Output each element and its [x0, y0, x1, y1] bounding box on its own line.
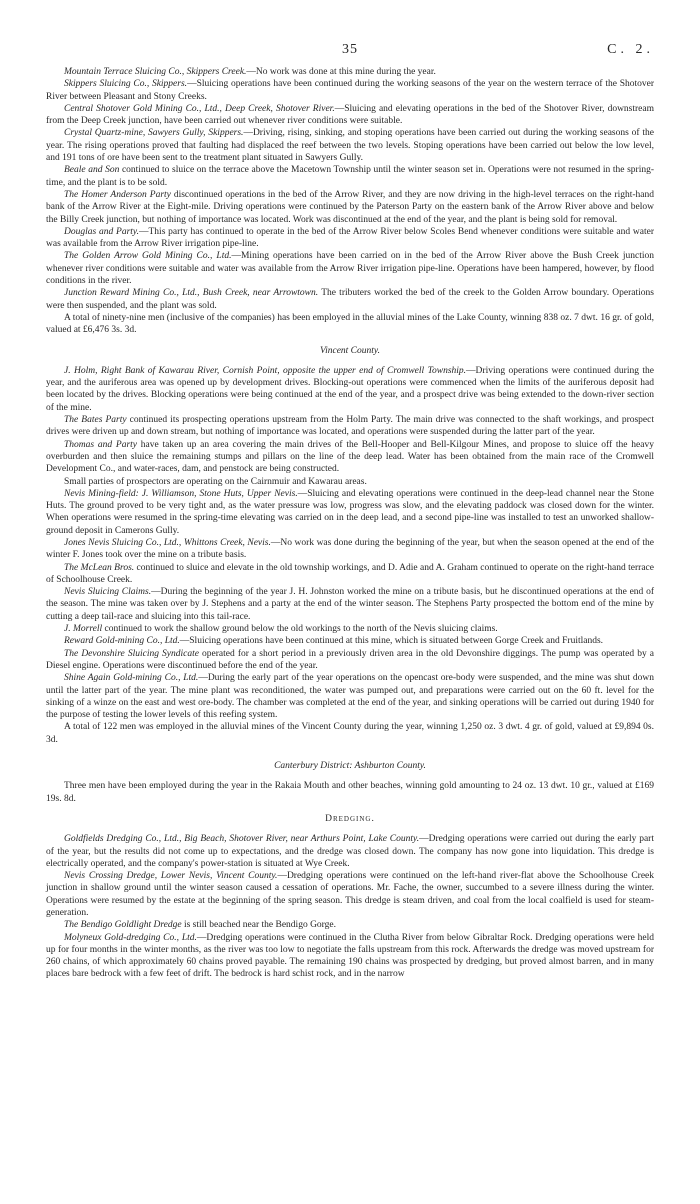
paragraph: [46, 476, 654, 488]
paragraph-body: —Sluicing and elevating operations in the bed of the Shotover River, downstream from the Deep Creek junction, have been carried out whenever river conditions were suitable.: [46, 103, 655, 127]
paragraph-lead: J. Morrell: [64, 624, 103, 635]
paragraph-body: Small parties of prospectors are operating on the Cairnmuir and Kawarau areas.: [64, 476, 367, 487]
paragraph-lead: Molyneux Gold-dredging Co., Ltd.: [64, 932, 197, 943]
paragraph: [46, 586, 654, 623]
paragraph: [46, 488, 654, 537]
paragraph-body: —Sluicing operations have been continued during the working seasons of the year on the western terrace of the Shotover River between Pleasant and Stony Creeks.: [46, 79, 655, 102]
paragraph-body: discontinued operations in the bed of the Arrow River, and they are now driving in the high-level terraces on the right-hand bank of the Arrow River at the Eight-mile. Driving operations were continued by the Paterson Party on the eastern bank of the Arrow River above and below the Billy Creek junction, but nothing of importance was located. Work was discontinued at the end of the year, and the plant is being sold for removal.: [46, 189, 654, 225]
paragraph-body: continued to work the shallow ground below the old workings to the north of the Nevis sluicing claims.: [102, 624, 498, 635]
paragraph: [46, 250, 654, 287]
paragraph-lead: Goldfields Dredging Co., Ltd., Big Beach, Shotover River, near Arthurs Point, Lake County.: [64, 834, 420, 845]
paragraph-body: A total of ninety-nine men (inclusive of the companies) has been employed in the alluvial mines of the Lake County, winning 838 oz. 7 dwt. 16 gr. of gold, valued at £6,476 3s. 3d.: [46, 312, 654, 336]
paragraph-lead: Central Shotover Gold Mining Co., Ltd., Deep Creek, Shotover River.: [64, 103, 335, 114]
paragraph-body: is still beached near the Bendigo Gorge.: [181, 920, 337, 931]
paragraph: [46, 537, 654, 562]
paragraph-lead: Crystal Quartz-mine, Sawyers Gully, Skippers.: [64, 128, 244, 139]
paragraph-lead: The McLean Bros.: [64, 562, 135, 573]
paragraph-lead: Jones Nevis Sluicing Co., Ltd., Whittons Creek, Nevis.: [64, 537, 271, 548]
paragraph-body: operated for a short period in a previously driven area in the old Devonshire diggings. The pump was operated by a Diesel engine. Operations were discontinued before the end of the year.: [46, 648, 654, 671]
paragraph: [46, 648, 654, 673]
paragraph: [46, 721, 654, 746]
paragraph-lead: Beale and Son: [64, 165, 120, 176]
paragraph-body: have taken up an area covering the main drives of the Bell-Hooper and Bell-Kilgour Mines, and propose to sluice off the heavy overburden and then sluice the remaining stumps and pillars on the line of the deep lead. Water has been obtained from the main race of the Cromwell Development Co., and water-races, dam, and penstock are being constructed.: [46, 439, 654, 475]
paragraph-lead: The Golden Arrow Gold Mining Co., Ltd.: [64, 251, 232, 262]
paragraph-lead: Nevis Crossing Dredge, Lower Nevis, Vincent County.: [64, 871, 278, 882]
paragraph-lead: The Bates Party: [64, 415, 127, 426]
paragraph: [46, 189, 654, 226]
paragraph-body: —Dredging operations were continued in the Clutha River from below Gibraltar Rock. Dredging operations were held up for four months in the winter months, as the river was too low to negotiate the falls upstream from this rock. Afterwards the dredge was moved upstream for 260 chains, of which approximately 60 chains proved payable. The remaining 190 chains was prospected by dredging, but proved almost barren, and in many places bare bedrock with a few feet of drift. The bedrock is hard schist rock, and in the narrow: [46, 932, 654, 980]
paragraph-body: —Driving operations were continued during the year, and the auriferous area was opened up by development drives. Blocking-out operations were commenced when the limits of the auriferous deposit had been located by the drives. Blocking operations were being continued at the end of the year, and a prospect drive was being extended to the down-river section of the mine.: [46, 365, 654, 413]
paragraph-body: —During the early part of the year operations on the opencast ore-body were suspended, and the mine was shut down until the latter part of the year. The mine plant was reconditioned, the water was pumped out, and preparations were carried out on the 60 ft. level for the sinking of a winze on the east and west ore-body. The chamber was completed at the end of the year, and sinking operations will be carried out during 1940 for the purpose of testing the lower levels of this reefing system.: [46, 673, 654, 721]
paragraph: [46, 103, 654, 128]
paragraph: [46, 66, 654, 78]
paragraph-lead: Junction Reward Mining Co., Ltd., Bush Creek, near Arrowtown.: [64, 288, 319, 299]
paragraph: [46, 414, 654, 439]
paragraph-lead: Skippers Sluicing Co., Skippers.: [64, 79, 188, 90]
heading-canterbury-district: Canterbury District: Ashburton County.: [274, 761, 426, 772]
vincent-county-section: [46, 365, 654, 746]
paragraph: [46, 833, 654, 870]
paragraph-lead: The Bendigo Goldlight Dredge: [64, 920, 182, 931]
canterbury-section: [46, 780, 654, 805]
paragraph-body: —This party has continued to operate in the bed of the Arrow River below Scoles Bend whenever conditions were suitable and water was available from the Arrow River irrigation pipe-line.: [46, 226, 655, 250]
paragraph: [46, 365, 654, 414]
paragraph-body: continued to sluice on the terrace above the Macetown Township until the winter season set in. Operations were not resumed in the spring-time, and the plant is to be sold.: [46, 165, 654, 188]
paragraph: [46, 870, 654, 919]
lake-county-section: [46, 66, 654, 337]
heading-vincent-county: Vincent County.: [320, 345, 380, 356]
paragraph-lead: The Homer Anderson Party: [64, 189, 171, 200]
paragraph-body: The tributers worked the bed of the creek to the Golden Arrow boundary. Operations were then suspended, and the plant was sold.: [46, 288, 654, 311]
paragraph-body: —No work was done during the beginning of the year, but when the season opened at the end of the winter F. Jones took over the mine on a tribute basis.: [46, 537, 654, 561]
paragraph: [46, 78, 654, 103]
paragraph: [46, 164, 654, 189]
paragraph-body: —Sluicing and elevating operations were continued in the deep-lead channel near the Stone Huts. The ground proved to be very tight and, as the water pressure was low, progress was slow, and the elevating paddock was closed down for the winter. When operations were resumed in the spring-time elevating was carried on in the deep lead, and a second pipe-line was installed to test an unworked shallow-ground deposit in Camerons Gully.: [46, 488, 654, 536]
paragraph-body: —Dredging operations were continued on the left-hand river-flat above the Schoolhouse Creek junction in shallow ground until the winter season caused a cessation of operations. Mr. Fache, the owner, succumbed to a severe illness during the winter. Operations were resumed by the estate at the beginning of the spring season. This dredge is steam driven, and coal from the local coalfield is used for steam-generation.: [46, 871, 655, 918]
paragraph-lead: J. Holm, Right Bank of Kawarau River, Cornish Point, opposite the upper end of Cromwell Township.: [64, 365, 467, 376]
paragraph-body: —Mining operations have been carried on in the bed of the Arrow River above the Bush Creek junction whenever river conditions were suitable and water was available from the Arrow River irrigation pipe-line. Operations have been hampered, however, by flood conditions in the river.: [46, 251, 654, 287]
paragraph-body: —Driving, rising, sinking, and stoping operations have been carried out during the working seasons of the year. The rising operations proved that faulting had displaced the reef between the two levels. Stoping operations have been carried out below the low level, and 191 tons of ore have been sent to the treatment plant situated in Sawyers Gully.: [46, 128, 655, 164]
paragraph: [46, 919, 654, 931]
paragraph-body: —Dredging operations were carried out during the early part of the year, but the results did not come up to expectations, and the dredge was closed down. The company has now gone into liquidation. This dredge is electrically operated, and the company's power-station is situated at Wye Creek.: [46, 834, 654, 869]
paragraph-body: —No work was done at this mine during the year.: [246, 67, 436, 77]
paragraph-lead: Douglas and Party.: [64, 226, 139, 237]
paragraph-lead: Mountain Terrace Sluicing Co., Skippers Creek.: [64, 67, 247, 77]
paragraph-lead: Thomas and Party: [64, 439, 138, 450]
paragraph-body: A total of 122 men was employed in the alluvial mines of the Vincent County during the year, winning 1,250 oz. 3 dwt. 4 gr. of gold, valued at £9,894 0s. 3d.: [46, 722, 654, 745]
paragraph-lead: Shine Again Gold-mining Co., Ltd.: [64, 673, 199, 684]
paragraph-body: —Sluicing operations have been continued at this mine, which is situated between Gorge Creek and Fruitlands.: [179, 636, 604, 647]
paragraph-lead: Reward Gold-mining Co., Ltd.: [64, 636, 180, 647]
paragraph-lead: Nevis Sluicing Claims.: [64, 587, 152, 598]
paragraph: [46, 312, 654, 337]
paragraph: [46, 672, 654, 721]
paragraph: [46, 562, 654, 587]
paragraph: [46, 127, 654, 164]
paragraph-body: continued to sluice and elevate in the old township workings, and D. Adie and A. Graham continued to operate on the right-hand terrace of Schoolhouse Creek.: [46, 562, 654, 585]
page-header: [46, 44, 654, 66]
paragraph-body: continued its prospecting operations upstream from the Holm Party. The main drive was connected to the shaft workings, and prospect drives were driven up and down stream, but nothing of importance was located, and operations were suspended during the latter part of the year.: [46, 415, 654, 438]
paragraph-lead: Nevis Mining-field: J. Williamson, Stone Huts, Upper Nevis.: [64, 488, 298, 499]
paragraph: [46, 780, 654, 805]
paragraph: [46, 439, 654, 476]
paragraph: [46, 287, 654, 312]
paragraph-body: —During the beginning of the year J. H. Johnston worked the mine on a tribute basis, but he discontinued operations at the end of the season. The mine was taken over by J. Stephens and a party at the end of the winter season. The Stephens Party prospected the bottom end of the mine by cutting a deep tail-race and sluicing into this tail-race.: [46, 587, 654, 622]
page-number: 35: [342, 42, 358, 57]
paragraph-body: Three men have been employed during the year in the Rakaia Mouth and other beaches, winning gold amounting to 24 oz. 13 dwt. 10 gr., valued at £169 19s. 8d.: [46, 781, 654, 804]
dredging-section: [46, 833, 654, 981]
paragraph: [46, 635, 654, 647]
paragraph: [46, 623, 654, 635]
paragraph: [46, 932, 654, 981]
heading-dredging: Dredging.: [325, 813, 375, 824]
paragraph-lead: The Devonshire Sluicing Syndicate: [64, 648, 199, 659]
paragraph: [46, 226, 654, 251]
document-reference: C. 2.: [607, 42, 654, 57]
